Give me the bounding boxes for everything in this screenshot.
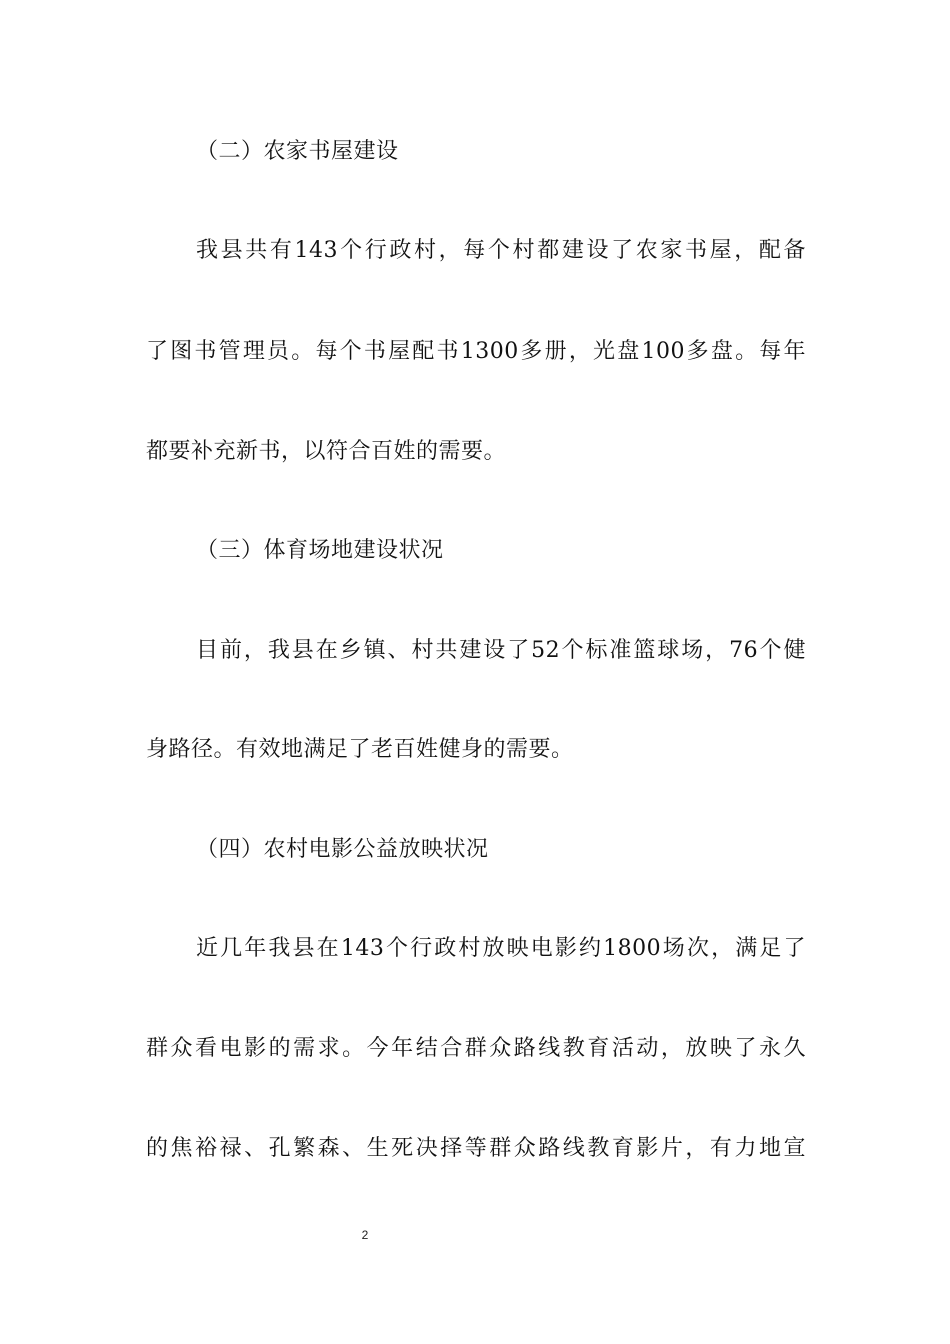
section-heading-2: （二）农家书屋建设 [196, 139, 399, 164]
paragraph-line: 的焦裕禄、孔繁森、生死决择等群众路线教育影片，有力地宣 [146, 1136, 806, 1161]
paragraph-line: 身路径。有效地满足了老百姓健身的需要。 [146, 737, 574, 762]
paragraph-line: 目前，我县在乡镇、村共建设了52个标准篮球场，76个健 [196, 638, 806, 663]
section-heading-4: （四）农村电影公益放映状况 [196, 837, 489, 862]
page-number: 2 [361, 1228, 369, 1242]
paragraph-line: 我县共有143个行政村，每个村都建设了农家书屋，配备 [196, 238, 806, 263]
paragraph-line: 了图书管理员。每个书屋配书1300多册，光盘100多盘。每年 [146, 339, 806, 364]
section-heading-3: （三）体育场地建设状况 [196, 538, 444, 563]
paragraph-line: 都要补充新书，以符合百姓的需要。 [146, 439, 507, 464]
paragraph-line: 近几年我县在143个行政村放映电影约1800场次，满足了 [196, 936, 806, 961]
paragraph-line: 群众看电影的需求。今年结合群众路线教育活动，放映了永久 [146, 1036, 806, 1061]
